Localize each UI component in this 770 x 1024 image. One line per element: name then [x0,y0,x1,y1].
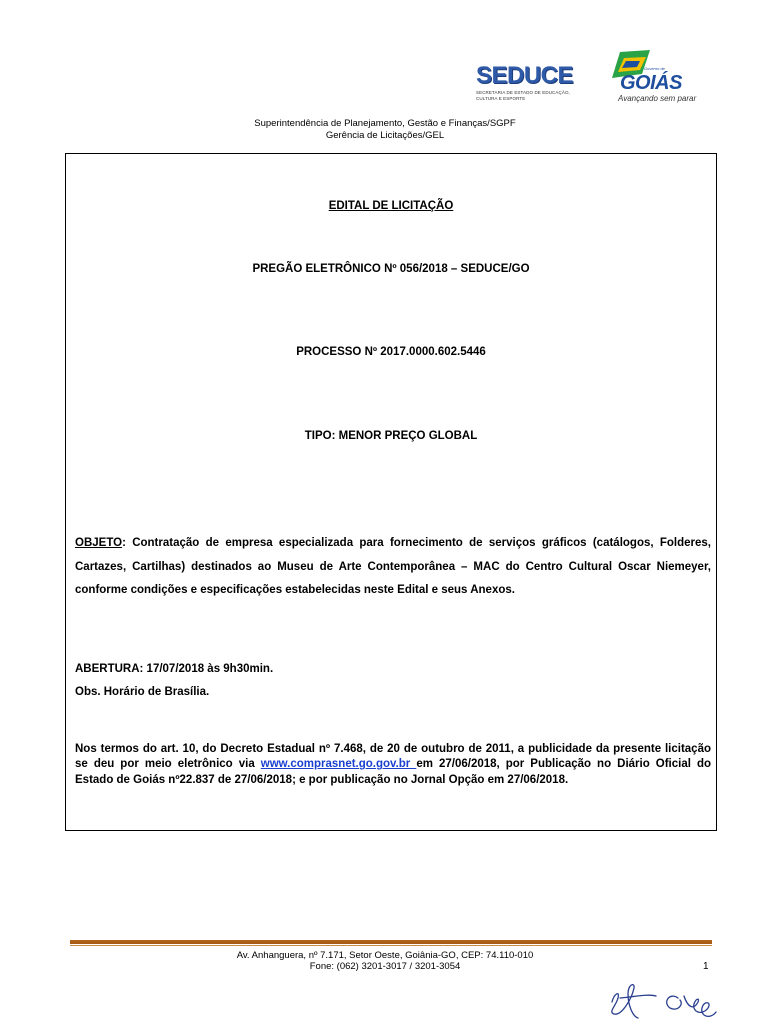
footer-divider [70,940,712,944]
abertura-date: ABERTURA: 17/07/2018 às 9h30min. [75,663,274,675]
page-number: 1 [703,961,709,972]
seduce-logo [476,64,588,104]
department-header [0,118,770,142]
objeto-text: : Contratação de empresa especializada para fornecimento de serviços gráficos (catálogos, Folderes, Cartazes, Cartilhas) destinados ao Museu de Arte Contemporânea – MAC do Centro Cultural Oscar Niemeyer, conforme condições e especificações estabelecidas neste Edital e seus Anexos. [75,537,711,596]
goias-logo-prefix: Governo de [644,66,665,71]
department-line-2: Gerência de Licitações/GEL [325,130,445,141]
goias-logo [606,48,706,106]
edital-title: EDITAL DE LICITAÇÃO [328,200,454,212]
comprasnet-link[interactable]: www.comprasnet.go.gov.br [260,758,417,771]
publicidade-text-2: em 27/06/2018, por Publicação no Diário Oficial do Estado de Goiás nº22.837 de 27/06/2018; e por publicação no Jornal Opção em 27/06/2018. [75,758,712,786]
footer-phone: Fone: (062) 3201-3017 / 3201-3054 [309,961,461,972]
publicidade-paragraph [75,742,711,788]
objeto-label: OBJETO [75,537,123,549]
footer-divider-thin [70,945,712,946]
horario-note: Obs. Horário de Brasília. [75,686,210,698]
seduce-logo-subtitle: SECRETARIA DE ESTADO DE EDUCAÇÃO, CULTURA E ESPORTE [476,90,570,101]
publicidade-text-1: Nos termos do art. 10, do Decreto Estadual nº 7.468, de 20 de outubro de 2011, a publicidade da presente licitação se deu por meio eletrônico via [75,743,711,771]
department-line-1: Superintendência de Planejamento, Gestão e Finanças/SGPF [254,118,516,129]
pregao-number: PREGÃO ELETRÔNICO Nº 056/2018 – SEDUCE/GO [252,263,530,275]
footer-address: Av. Anhanguera, nº 7.171, Setor Oeste, Goiânia-GO, CEP: 74.110-010 [236,950,534,961]
header-logos [476,46,706,106]
goias-logo-slogan: Avançando sem parar [618,94,697,103]
processo-number: PROCESSO Nº 2017.0000.602.5446 [296,346,486,358]
document-frame [65,153,717,831]
objeto-paragraph [75,532,711,603]
goias-logo-name: GOIÁS [620,72,682,94]
abertura-block [75,658,711,704]
seduce-logo-name: SEDUCE [476,62,574,89]
handwritten-signature [598,968,768,1024]
tipo-licitacao: TIPO: MENOR PREÇO GLOBAL [304,430,478,442]
